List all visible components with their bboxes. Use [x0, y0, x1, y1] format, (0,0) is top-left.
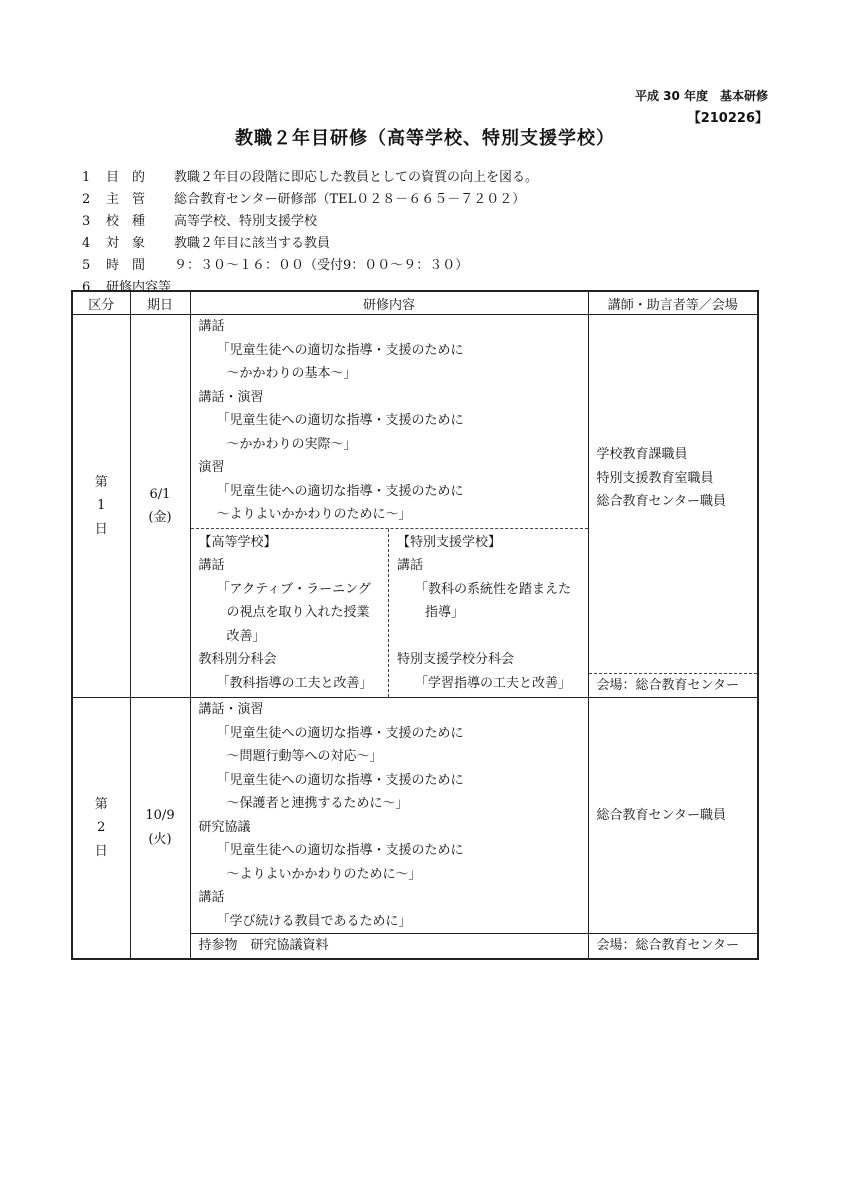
- program-line: 講話・演習: [198, 702, 264, 717]
- outline-number: 3: [82, 214, 91, 229]
- teacher-name: 総合教育センター職員: [596, 807, 726, 823]
- outline-label: 目 的: [106, 170, 146, 185]
- day2-program: [191, 698, 588, 933]
- day1-date: 6/1 (金): [130, 315, 190, 698]
- program-line: 改善」: [226, 628, 266, 644]
- day2-teacher-cell: [588, 698, 758, 934]
- program-line: 講話: [198, 890, 225, 905]
- high-school-section: [191, 529, 390, 698]
- day1-teacher-cell: [588, 315, 758, 698]
- day1-program: [191, 315, 588, 528]
- outline-value: 高等学校、特別支援学校: [174, 214, 318, 229]
- program-line: 講話: [397, 558, 424, 573]
- outline-item: [82, 190, 525, 210]
- header-content: 研修内容: [190, 291, 588, 315]
- program-line: 「アクティブ・ラーニング: [216, 581, 371, 597]
- teacher-name: 特別支援教育室職員: [596, 470, 714, 486]
- outline-label: 校 種: [106, 214, 146, 229]
- day2-teachers: [589, 804, 758, 828]
- program-line: ～かかわりの実際～」: [226, 436, 357, 452]
- program-line: 特別支援学校分科会: [397, 652, 515, 667]
- program-line: 「児童生徒への適切な指導・支援のために: [216, 772, 464, 788]
- teacher-name: 総合教育センター職員: [596, 494, 726, 509]
- program-line: 「児童生徒への適切な指導・支援のために: [216, 843, 464, 858]
- outline-value: 教職２年目に該当する教員: [174, 236, 331, 251]
- program-line: 「教科指導の工夫と改善」: [216, 675, 373, 691]
- document-code: 【210226】: [687, 111, 768, 126]
- page-title: 教職２年目研修（高等学校、特別支援学校）: [235, 128, 615, 149]
- program-line: 指導」: [425, 605, 465, 620]
- program-line: 「教科の系統性を踏まえた: [415, 581, 572, 597]
- header-kubun: 区分: [72, 291, 130, 315]
- day2-row: [72, 698, 758, 934]
- header-teacher: 講師・助言者等／会場: [588, 291, 758, 315]
- program-line: 研究協議: [198, 819, 251, 835]
- outline-label: 対 象: [106, 236, 146, 251]
- program-line: 【特別支援学校】: [397, 534, 502, 550]
- outline-value: 総合教育センター研修部（TEL０２８－６６５－７２０２）: [174, 192, 526, 207]
- program-line: 「学習指導の工夫と改善」: [415, 675, 572, 691]
- day2-kubun: 第 2 日: [72, 698, 130, 959]
- outline-item: [82, 168, 538, 188]
- program-line: ～問題行動等への対応～」: [226, 749, 383, 764]
- program-line: ～保護者と連携するために～」: [226, 796, 409, 811]
- outline-item: [82, 234, 330, 254]
- outline-value: ９：３０～１６：００（受付9：００～９：３０）: [174, 258, 469, 273]
- program-line: 「児童生徒への適切な指導・支援のために: [216, 342, 464, 358]
- outline-label: 研修内容等: [106, 280, 172, 295]
- day1-teachers: [589, 315, 758, 514]
- program-line: 「児童生徒への適切な指導・支援のために: [216, 413, 464, 428]
- program-line: ～かかわりの基本～」: [226, 366, 357, 381]
- day1-row: [72, 315, 758, 698]
- outline-item: [82, 212, 317, 232]
- program-line: 演習: [198, 460, 225, 475]
- program-line: 講話・演習: [198, 389, 264, 405]
- day2-venue: 会場：総合教育センター: [588, 934, 758, 959]
- teacher-name: 学校教育課職員: [596, 447, 688, 462]
- program-line: 【高等学校】: [198, 534, 277, 550]
- day2-bring: 持参物 研究協議資料: [190, 934, 588, 959]
- special-support-section: [389, 529, 588, 698]
- program-line: 「児童生徒への適切な指導・支援のために: [216, 725, 464, 741]
- program-line: ～よりよいかかわりのために～」: [216, 507, 412, 522]
- outline-number: 1: [82, 170, 91, 185]
- outline-number: 2: [82, 192, 91, 207]
- program-line: 教科別分科会: [198, 652, 277, 667]
- day1-sections: [191, 528, 588, 698]
- table-header-row: [72, 291, 758, 315]
- program-line: 「児童生徒への適切な指導・支援のために: [216, 483, 464, 499]
- program-line: 「学び続ける教員であるために」: [216, 913, 412, 929]
- day2-content: [190, 698, 588, 934]
- year-label: 平成 30 年度 基本研修: [634, 89, 768, 103]
- outline-label: 主 管: [106, 192, 146, 207]
- program-line: ～よりよいかかわりのために～」: [226, 866, 422, 882]
- header-date: 期日: [130, 291, 190, 315]
- outline-number: 5: [82, 258, 91, 273]
- program-line: の視点を取り入れた授業: [226, 605, 370, 620]
- outline-number: 4: [82, 236, 91, 251]
- program-line: [397, 625, 588, 649]
- outline-item: [82, 256, 468, 276]
- schedule-table: [71, 290, 759, 960]
- day1-kubun: 第 1 日: [72, 315, 130, 698]
- day1-content: [190, 315, 588, 698]
- program-line: 講話: [198, 319, 225, 334]
- day1-venue: 会場：総合教育センター: [589, 673, 758, 698]
- outline-number: 6: [82, 280, 91, 295]
- outline-value: 教職２年目の段階に即応した教員としての資質の向上を図る。: [174, 170, 539, 185]
- program-line: 講話: [198, 558, 225, 573]
- day2-date: 10/9 (火): [130, 698, 190, 959]
- outline-label: 時 間: [106, 258, 146, 273]
